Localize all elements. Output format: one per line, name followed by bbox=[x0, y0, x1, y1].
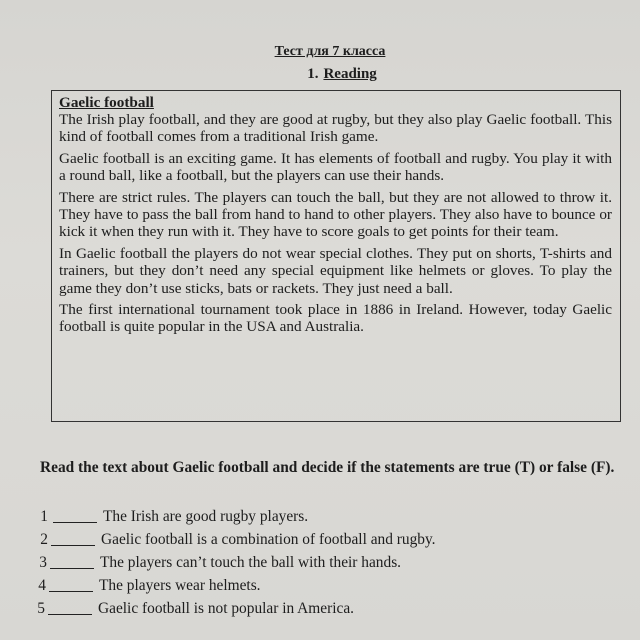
reading-text-box bbox=[51, 90, 621, 422]
statement-number: 2 bbox=[40, 531, 48, 548]
answer-blank[interactable] bbox=[48, 614, 92, 615]
statement-number: 3 bbox=[39, 554, 47, 571]
statement-text: Gaelic football is not popular in America. bbox=[98, 600, 355, 617]
test-title: Тест для 7 класса bbox=[274, 44, 386, 59]
statement-text: The players can’t touch the ball with their hands. bbox=[100, 554, 402, 571]
reading-paragraph: There are strict rules. The players can touch the ball, but they are not allowed to throw it. They have to pass the ball from hand to hand to other players. They also have to bounce or kick it when they run with it. They have to score goals to get points for their team. bbox=[59, 188, 612, 241]
section-title bbox=[22, 66, 640, 83]
answer-blank[interactable] bbox=[50, 568, 94, 569]
statement-number: 1 bbox=[40, 508, 48, 525]
section-word: Reading bbox=[323, 66, 377, 82]
reading-heading: Gaelic football bbox=[59, 94, 154, 111]
statement-text: The Irish are good rugby players. bbox=[103, 508, 309, 525]
statement-number: 5 bbox=[37, 600, 45, 617]
section-number: 1. bbox=[307, 66, 319, 82]
answer-blank[interactable] bbox=[53, 522, 97, 523]
statement-number: 4 bbox=[38, 577, 46, 594]
task-instruction: Read the text about Gaelic football and decide if the statements are true (T) or false (F). bbox=[40, 459, 615, 476]
reading-paragraph: In Gaelic football the players do not wear special clothes. They put on shorts, T-shirts and trainers, but they don’t need any special equipment like helmets or gloves. To play the game they don’t use sticks, bats or rackets. They just need a ball. bbox=[59, 244, 612, 297]
answer-blank[interactable] bbox=[49, 591, 93, 592]
statement-text: The players wear helmets. bbox=[99, 577, 261, 594]
answer-blank[interactable] bbox=[51, 545, 95, 546]
reading-paragraph: The Irish play football, and they are good at rugby, but they also play Gaelic football. This kind of football comes from a traditional Irish game. bbox=[59, 111, 612, 146]
reading-paragraph: The first international tournament took place in 1886 in Ireland. However, today Gaelic football is quite popular in the USA and Australia. bbox=[59, 301, 612, 336]
statement-text: Gaelic football is a combination of football and rugby. bbox=[101, 531, 436, 548]
reading-paragraph: Gaelic football is an exciting game. It has elements of football and rugby. You play it with a round ball, like a football, but the players can use their hands. bbox=[59, 149, 612, 185]
